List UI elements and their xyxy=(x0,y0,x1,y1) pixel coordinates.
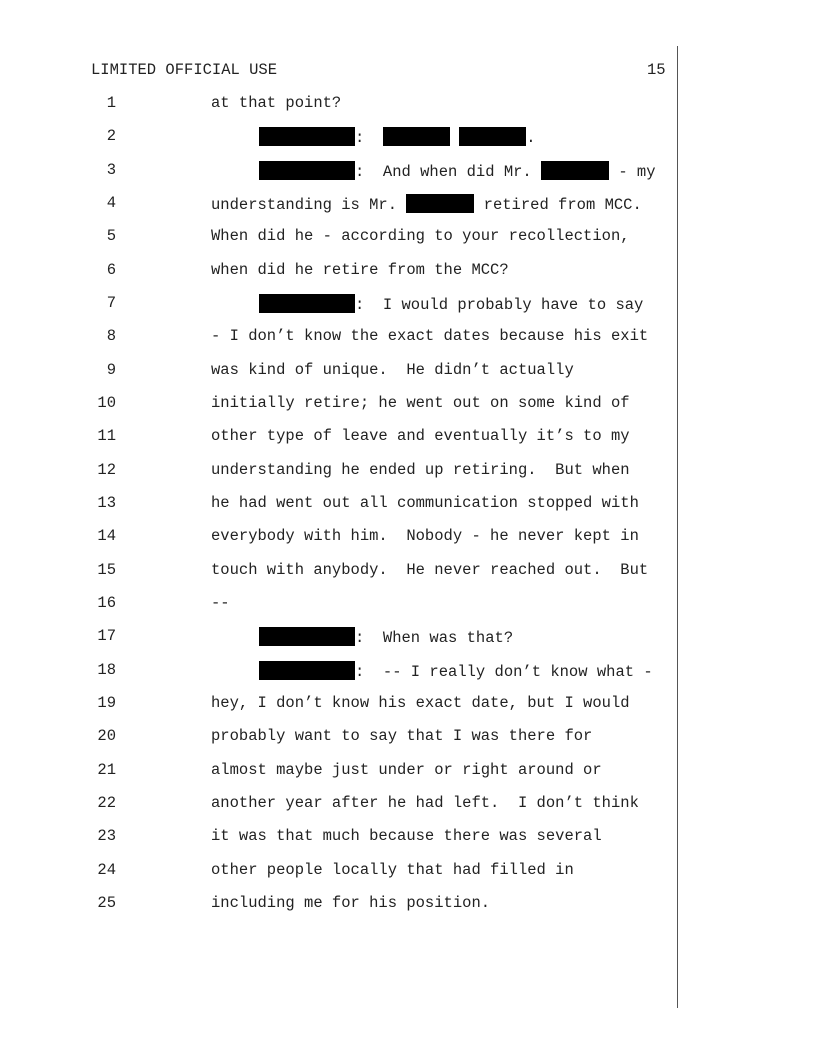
line-number: 7 xyxy=(106,294,116,312)
transcript-line xyxy=(0,794,676,818)
line-number: 18 xyxy=(97,661,116,679)
redaction-block xyxy=(259,161,355,180)
transcript-line xyxy=(0,227,676,251)
transcript-line xyxy=(0,394,676,418)
transcript-line xyxy=(0,461,676,485)
line-text: hey, I don’t know his exact date, but I would xyxy=(211,694,630,712)
line-text: initially retire; he went out on some kind of xyxy=(211,394,630,412)
line-text: - I don’t know the exact dates because his exit xyxy=(211,327,649,345)
line-text xyxy=(259,294,643,314)
transcript-line xyxy=(0,127,676,151)
transcript-line xyxy=(0,894,676,918)
transcript-line xyxy=(0,194,676,218)
line-text: when did he retire from the MCC? xyxy=(211,261,509,279)
line-number: 13 xyxy=(97,494,116,512)
line-text-segment: : And when did Mr. xyxy=(355,163,542,181)
line-number: 12 xyxy=(97,461,116,479)
transcript-line xyxy=(0,361,676,385)
line-number: 2 xyxy=(106,127,116,145)
page-number: 15 xyxy=(647,61,666,79)
redaction-block xyxy=(259,127,355,146)
line-text xyxy=(259,127,536,147)
transcript-line xyxy=(0,427,676,451)
line-text xyxy=(259,661,653,681)
line-text xyxy=(211,194,642,214)
line-text-segment: : I would probably have to say xyxy=(355,296,644,314)
transcript-line xyxy=(0,294,676,318)
redaction-block xyxy=(259,294,355,313)
line-text: -- xyxy=(211,594,230,612)
transcript-line xyxy=(0,694,676,718)
line-number: 25 xyxy=(97,894,116,912)
line-number: 19 xyxy=(97,694,116,712)
transcript-line xyxy=(0,327,676,351)
redaction-block xyxy=(406,194,474,213)
transcript-line xyxy=(0,594,676,618)
line-text: everybody with him. Nobody - he never kept in xyxy=(211,527,639,545)
line-text-segment: : -- I really don’t know what - xyxy=(355,663,653,681)
line-text-segment: - my xyxy=(609,163,656,181)
redaction-block xyxy=(459,127,526,146)
line-number: 4 xyxy=(106,194,116,212)
line-text xyxy=(259,161,656,181)
line-number: 24 xyxy=(97,861,116,879)
redaction-block xyxy=(383,127,450,146)
line-text xyxy=(259,627,513,647)
transcript-line xyxy=(0,827,676,851)
line-text: he had went out all communication stopped with xyxy=(211,494,639,512)
transcript-line xyxy=(0,94,676,118)
line-number: 10 xyxy=(97,394,116,412)
line-text-segment: understanding is Mr. xyxy=(211,196,407,214)
line-text: was kind of unique. He didn’t actually xyxy=(211,361,574,379)
line-text: understanding he ended up retiring. But when xyxy=(211,461,630,479)
line-number: 9 xyxy=(106,361,116,379)
line-text: probably want to say that I was there for xyxy=(211,727,593,745)
transcript-line xyxy=(0,761,676,785)
line-number: 23 xyxy=(97,827,116,845)
line-text: almost maybe just under or right around or xyxy=(211,761,602,779)
line-number: 16 xyxy=(97,594,116,612)
line-number: 8 xyxy=(106,327,116,345)
transcript-line xyxy=(0,561,676,585)
line-text: touch with anybody. He never reached out. But xyxy=(211,561,649,579)
line-text: another year after he had left. I don’t think xyxy=(211,794,639,812)
line-text: at that point? xyxy=(211,94,342,112)
classification-header: LIMITED OFFICIAL USE xyxy=(91,61,278,79)
line-text-segment: . xyxy=(526,129,536,147)
redaction-block xyxy=(541,161,609,180)
line-text-segment: : xyxy=(355,129,383,147)
line-number: 6 xyxy=(106,261,116,279)
line-number: 14 xyxy=(97,527,116,545)
transcript-line xyxy=(0,627,676,651)
transcript-line xyxy=(0,494,676,518)
line-text: including me for his position. xyxy=(211,894,491,912)
transcript-line xyxy=(0,661,676,685)
line-text-segment xyxy=(450,129,459,147)
right-margin-rule xyxy=(677,46,678,1008)
line-text-segment: : When was that? xyxy=(355,629,514,647)
line-number: 20 xyxy=(97,727,116,745)
line-text-segment: retired from MCC. xyxy=(474,196,642,214)
transcript-line xyxy=(0,527,676,551)
transcript-line xyxy=(0,861,676,885)
line-number: 5 xyxy=(106,227,116,245)
line-text: other type of leave and eventually it’s to my xyxy=(211,427,630,445)
transcript-line xyxy=(0,161,676,185)
line-number: 11 xyxy=(97,427,116,445)
line-number: 1 xyxy=(106,94,116,112)
line-text: When did he - according to your recollection, xyxy=(211,227,630,245)
transcript-line xyxy=(0,261,676,285)
transcript-line xyxy=(0,727,676,751)
line-text: other people locally that had filled in xyxy=(211,861,574,879)
redaction-block xyxy=(259,661,355,680)
line-number: 21 xyxy=(97,761,116,779)
line-number: 17 xyxy=(97,627,116,645)
line-number: 15 xyxy=(97,561,116,579)
line-number: 22 xyxy=(97,794,116,812)
line-number: 3 xyxy=(106,161,116,179)
line-text: it was that much because there was several xyxy=(211,827,602,845)
redaction-block xyxy=(259,627,355,646)
